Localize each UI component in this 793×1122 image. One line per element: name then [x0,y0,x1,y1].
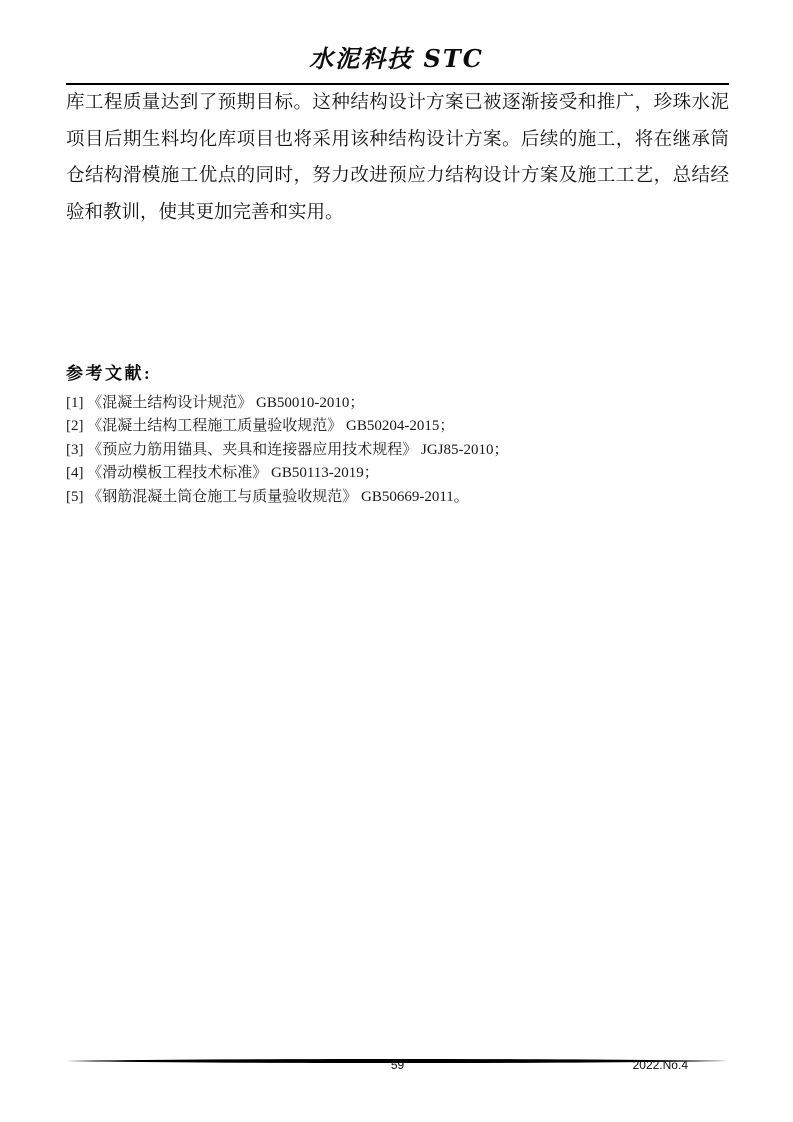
footer-rule [65,1051,729,1057]
body-line: 验和教训，使其更加完善和实用。 [66,202,344,223]
body-paragraph [66,85,729,231]
body-line: 仓结构滑模施工优点的同时，努力改进预应力结构设计方案及施工工艺，总结经 [66,166,729,187]
journal-title: 水泥科技 STC [309,44,484,73]
reference-item: [1] 《混凝土结构设计规范》 GB50010-2010； [66,395,365,411]
body-line: 项目后期生料均化库项目也将采用该种结构设计方案。后续的施工，将在继承筒 [66,129,729,150]
issue-number: 2022.No.4 [632,1058,688,1072]
reference-item: [2] 《混凝土结构工程施工质量验收规范》 GB50204-2015； [66,418,455,435]
reference-item: [5] 《钢筋混凝土筒仓施工与质量验收规范》 GB50669-2011。 [66,488,469,505]
page-number: 59 [390,1058,405,1072]
references-section [66,364,729,509]
reference-item: [3] 《预应力筋用锚具、夹具和连接器应用技术规程》 JGJ85-2010； [66,441,509,458]
reference-item: [4] 《滑动模板工程技术标准》 GB50113-2019； [66,465,379,482]
body-line: 库工程质量达到了预期目标。这种结构设计方案已被逐渐接受和推广，珍珠水泥 [66,93,729,113]
references-heading: 参考文献: [66,364,153,383]
